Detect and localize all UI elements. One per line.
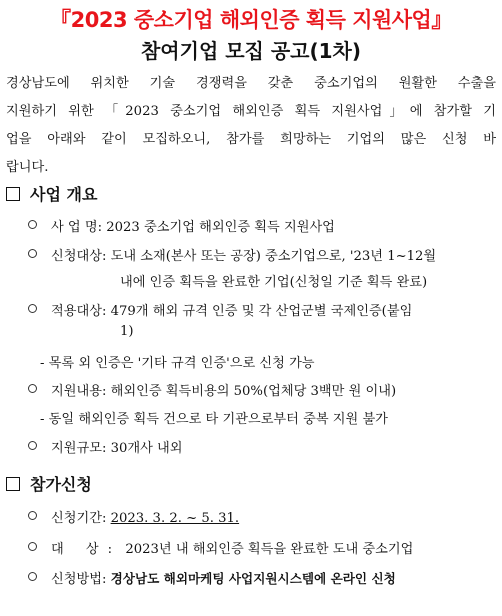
item-value: 경상남도 해외마케팅 사업지원시스템에 온라인 신청 (110, 571, 396, 586)
item-value: 2023. 3. 2. ~ 5. 31. (110, 511, 240, 526)
intro-line: 업을 아래와 같이 모집하오니, 참가를 희망하는 기업의 많은 신청 바 (6, 132, 496, 147)
circle-bullet-icon (28, 304, 37, 313)
support-note: - 동일 해외인증 획득 건으로 타 기관으로부터 중복 지원 불가 (40, 412, 388, 427)
item-value: 해외인증 획득비용의 50%(업체당 3백만 원 이내) (110, 384, 397, 399)
item-value: 2023년 내 해외인증 획득을 완료한 도내 중소기업 (125, 542, 414, 557)
square-bullet-icon (6, 187, 20, 201)
item-label: 신청기간: (51, 511, 107, 526)
item-label: 지원규모: (51, 441, 107, 456)
item-value: 30개사 내외 (110, 441, 183, 456)
section-heading-overview: 사업 개요 (6, 182, 97, 205)
item-business-name (28, 216, 335, 235)
notice-subtitle: 참여기업 모집 공고(1차) (140, 39, 361, 63)
circle-bullet-icon (28, 511, 37, 520)
section-heading-application: 참가신청 (6, 472, 92, 495)
circle-bullet-icon (28, 572, 37, 581)
intro-line: 경상남도에 위치한 기술 경쟁력을 갖춘 중소기업의 원활한 수출을 (6, 76, 496, 91)
scope-note: - 목록 외 인증은 '기타 규격 인증'으로 신청 가능 (40, 356, 315, 371)
circle-bullet-icon (28, 249, 37, 258)
square-bullet-icon (6, 477, 20, 491)
item-eligibility-continued: 내에 인증 획득을 완료한 기업(신청일 기준 획득 완료) (120, 275, 428, 290)
item-label: 사 업 명: (51, 220, 103, 235)
item-target (28, 538, 413, 557)
notice-title: 『2023 중소기업 해외인증 획득 지원사업』 (50, 8, 452, 32)
item-label: 지원내용: (51, 384, 107, 399)
intro-paragraph (6, 70, 496, 182)
item-label: 대 상: (51, 542, 122, 557)
item-scope-continued: 1) (120, 324, 134, 339)
circle-bullet-icon (28, 384, 37, 393)
intro-line: 랍니다. (6, 160, 49, 175)
item-eligibility (28, 245, 436, 264)
item-support (28, 380, 396, 399)
item-value: 2023 중소기업 해외인증 획득 지원사업 (106, 220, 335, 235)
item-period (28, 507, 239, 526)
circle-bullet-icon (28, 220, 37, 229)
item-method (28, 568, 396, 587)
item-scope (28, 300, 412, 319)
circle-bullet-icon (28, 542, 37, 551)
intro-line: 지원하기 위한 「2023 중소기업 해외인증 획득 지원사업」에 참가할 기 (6, 104, 496, 119)
item-label: 신청대상: (51, 249, 107, 264)
item-label: 적용대상: (51, 304, 107, 319)
item-scale (28, 437, 183, 456)
item-value: 도내 소재(본사 또는 공장) 중소기업으로, '23년 1~12월 (110, 249, 437, 264)
item-value: 479개 해외 규격 인증 및 각 산업군별 국제인증(붙임 (110, 304, 413, 319)
item-label: 신청방법: (51, 572, 107, 587)
circle-bullet-icon (28, 441, 37, 450)
